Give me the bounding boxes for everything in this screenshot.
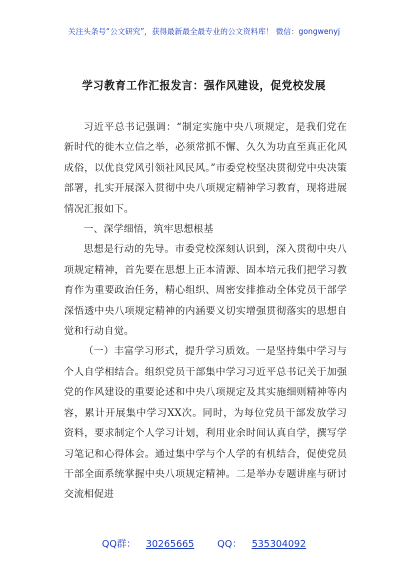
qq-group-label: QQ群： (101, 539, 136, 550)
qq-group (97, 536, 199, 550)
qq-contact (212, 536, 311, 550)
header-banner: 关注头条号“公文研究”，获得最新最全最专业的公文资料库！ 微信：gongwenyj (68, 27, 340, 36)
qq-contact-number[interactable]: 535304092 (251, 539, 307, 550)
document-title: 学习教育工作汇报发言：强作风建设，促党校发展 (81, 80, 327, 92)
footer-contact (0, 536, 408, 550)
qq-contact-label: QQ： (217, 539, 242, 550)
qq-group-number[interactable]: 30265665 (145, 539, 195, 550)
document-body (64, 118, 347, 506)
paragraph-section-1: 思想是行动的先导。市委党校深刻认识到，深入贯彻中央八项规定精神，首先要在思想上正本清源、固本培元我们把学习教育作为重要政治任务，精心组织、周密安排推动全体党员干部学深悟透中央八项规定精神的内涵要义切实增强贯彻落实的思想自觉和行动自觉。 (64, 244, 347, 338)
paragraph-subsection-1: （一）丰富学习形式，提升学习质效。一是坚持集中学习与个人自学相结合。组织党员干部集中学习习近平总书记关于加强党的作风建设的重要论述和中央八项规定及其实施细则精神等内容，累计开展集中学习XX次。同时，为每位党员干部发放学习资料，要求制定个人学习计划，利用业余时间认真自学，撰写学习笔记和心得体会。通过集中学与个人学的有机结合，促使党员干部全面系统掌握中央八项规定精神。二是举办专题讲座与研讨交流相促进 (64, 346, 347, 501)
paragraph-intro: 习近平总书记强调：“制定实施中央八项规定，是我们党在新时代的徙木立信之举，必须常抓不懈、久久为功直至真正化风成俗，以优良党风引领社风民风。”市委党校坚决贯彻党中央决策部署，扎实开展深入贯彻中央八项规定精神学习教育，现将进展情况汇报如下。 (64, 122, 347, 215)
section-heading: 一、深学细悟，筑牢思想根基 (83, 224, 214, 236)
